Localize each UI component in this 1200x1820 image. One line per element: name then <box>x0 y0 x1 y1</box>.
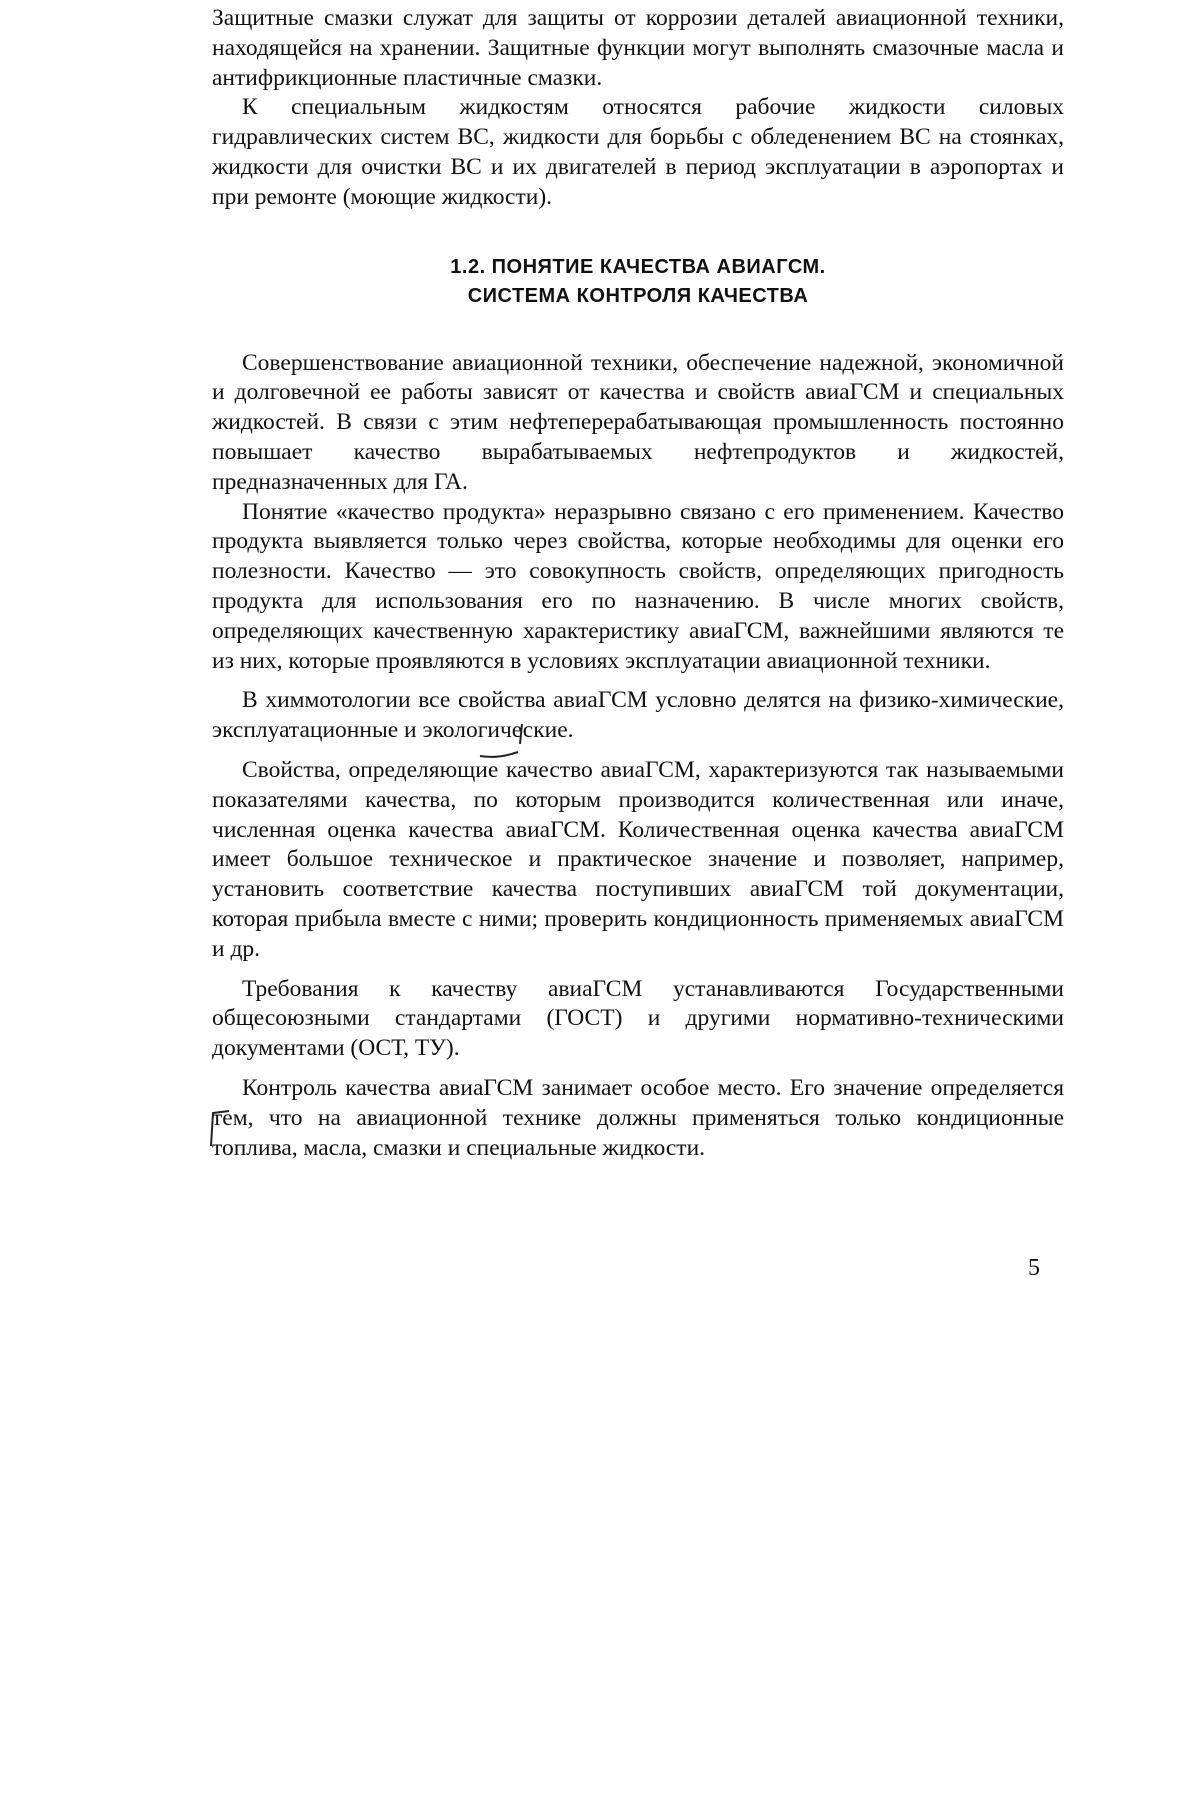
handwritten-bracket-mark <box>205 1108 235 1150</box>
paragraph-quality-control: Контроль качества авиаГСМ занимает особое место. Его значение определяется тем, что на авиационной технике должны применяться только кондиционные топлива, масла, смазки и специальные жидкости. <box>212 1074 1064 1161</box>
handwritten-underline-mark <box>478 722 526 762</box>
section-heading-line-2: СИСТЕМА КОНТРОЛЯ КАЧЕСТВА <box>467 284 809 307</box>
paragraph-special-fluids: К специальным жидкостям относятся рабочие жидкости силовых гидравлических систем ВС, жидкости для борьбы с обледенением ВС на стоянках, жидкости для очистки ВС и их двигателей в период эксплуатации в аэропортах и при ремонте (моющие жидкости). <box>212 94 1064 210</box>
section-heading <box>212 253 1064 311</box>
paragraph-chemmotology: В химмотологии все свойства авиаГСМ условно делятся на физико-химические, эксплуатационные и экологические. <box>212 687 1064 744</box>
paragraph-quality-concept: Понятие «качество продукта» неразрывно связано с его применением. Качество продукта выявляется только через свойства, которые необходимы для оценки его полезности. Качество — это совокупность свойств, определяющих пригодность продукта для использования его по назначению. В числе многих свойств, определяющих качественную характеристику авиаГСМ, важнейшими являются те из них, которые проявляются в условиях эксплуатации авиационной техники. <box>212 498 1064 674</box>
page-body <box>212 4 1064 1163</box>
section-heading-line-1: 1.2. ПОНЯТИЕ КАЧЕСТВА АВИАГСМ. <box>450 255 826 278</box>
paragraph-improvement: Совершенствование авиационной техники, обеспечение надежной, экономичной и долговечной ее работы зависят от качества и свойств авиаГСМ и специальных жидкостей. В связи с этим нефтеперерабатывающая промышленность постоянно повышает качество вырабатываемых нефтепродуктов и жидкостей, предназначенных для ГА. <box>212 349 1064 495</box>
page-number: 5 <box>1028 1255 1040 1281</box>
paragraph-protective-greases: Защитные смазки служат для защиты от коррозии деталей авиационной техники, находящейся на хранении. Защитные функции могут выполнять смазочные масла и антифрикционные пластичные смазки. <box>212 5 1064 91</box>
paragraph-quality-indicators: Свойства, определяющие качество авиаГСМ, характеризуются так называемыми показателями качества, по которым производится количественная или иначе, численная оценка качества авиаГСМ. Количественная оценка качества авиаГСМ имеет большое техническое и практическое значение и позволяет, например, установить соответствие качества поступивших авиаГСМ той документации, которая прибыла вместе с ними; проверить кондиционность применяемых авиаГСМ и др. <box>212 756 1064 962</box>
paragraph-requirements: Требования к качеству авиаГСМ устанавливаются Государственными общесоюзными стандартами (ГОСТ) и другими нормативно-техническими документами (ОСТ, ТУ). <box>212 975 1064 1062</box>
